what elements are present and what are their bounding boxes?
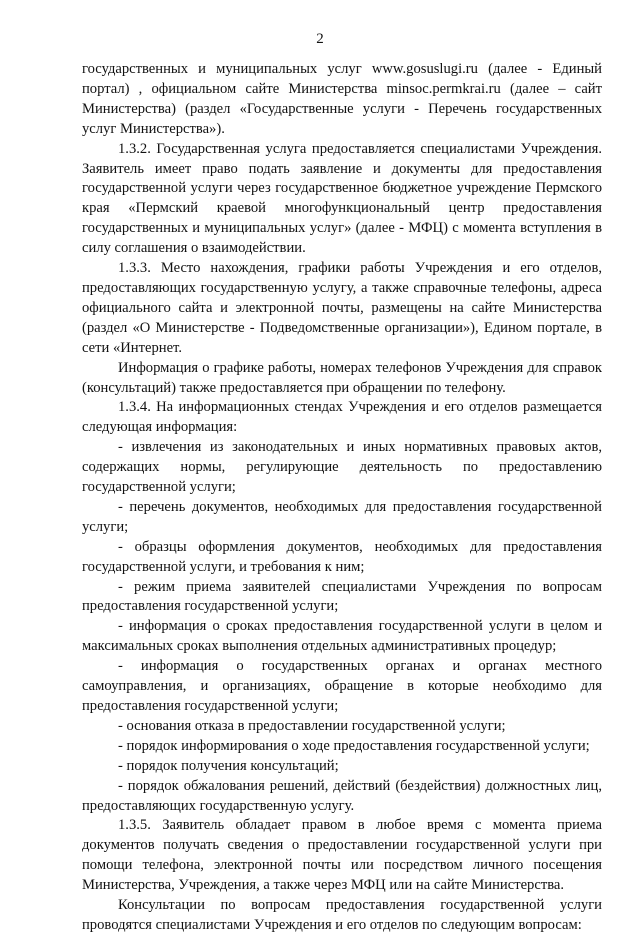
- paragraph: Консультации по вопросам предоставления государственной услуги проводятся специалистами Учреждения и его отделов по следующим вопросам:: [82, 897, 602, 933]
- paragraph: - порядок обжалования решений, действий (бездействия) должностных лиц, предоставляющих государственную услугу.: [82, 777, 602, 814]
- paragraph: 1.3.3. Место нахождения, графики работы Учреждения и его отделов, предоставляющих государственную услугу, а также справочные телефоны, адреса официального сайта и электронной почты, размещены на сайте Министерства (раздел «О Министерстве - Подведомственные организации»), Едином портале, в сети «Интернет.: [82, 260, 602, 356]
- paragraph: - информация о сроках предоставления государственной услуги в целом и максимальных сроках выполнения отдельных административных процедур;: [82, 618, 602, 655]
- page-number: 2: [316, 31, 324, 47]
- paragraph: государственных и муниципальных услуг www.gosuslugi.ru (далее - Единый портал) , официальном сайте Министерства minsoc.permkrai.ru (далее – сайт Министерства) (раздел «Государственные услуги - Перечень государственных услуг Министерства»).: [82, 61, 602, 137]
- paragraph: 1.3.2. Государственная услуга предоставляется специалистами Учреждения. Заявитель имеет право подать заявление и документы для предоставления государственной услуги через государственное бюджетное учреждение Пермского края «Пермский краевой многофункциональный центр предоставления государственных и муниципальных услуг» (далее - МФЦ) с момента вступления в силу соглашения о взаимодействии.: [82, 140, 602, 257]
- paragraph: 1.3.4. На информационных стендах Учреждения и его отделов размещается следующая информация:: [82, 399, 602, 436]
- paragraph: - режим приема заявителей специалистами Учреждения по вопросам предоставления государственной услуги;: [82, 578, 602, 615]
- paragraph: - основания отказа в предоставлении государственной услуги;: [118, 717, 506, 734]
- paragraph: - информация о государственных органах и органах местного самоуправления, и организациях, обращение в которые необходимо для предоставления государственной услуги;: [82, 658, 602, 714]
- paragraph: Информация о графике работы, номерах телефонов Учреждения для справок (консультаций) также предоставляется при обращении по телефону.: [82, 359, 602, 396]
- paragraph: - порядок получения консультаций;: [118, 757, 339, 774]
- paragraph: 1.3.5. Заявитель обладает правом в любое время с момента приема документов получать сведения о предоставлении государственной услуги при помощи телефона, электронной почты или посредством личного посещения Министерства, Учреждения, а также через МФЦ или на сайте Министерства.: [82, 817, 602, 894]
- document-body: [82, 60, 602, 936]
- paragraph: - перечень документов, необходимых для предоставления государственной услуги;: [82, 498, 602, 535]
- paragraph: - образцы оформления документов, необходимых для предоставления государственной услуги, и требования к ним;: [82, 538, 602, 575]
- paragraph: - извлечения из законодательных и иных нормативных правовых актов, содержащих нормы, регулирующие деятельность по предоставлению государственной услуги;: [82, 439, 602, 496]
- paragraph: - порядок информирования о ходе предоставления государственной услуги;: [118, 737, 590, 754]
